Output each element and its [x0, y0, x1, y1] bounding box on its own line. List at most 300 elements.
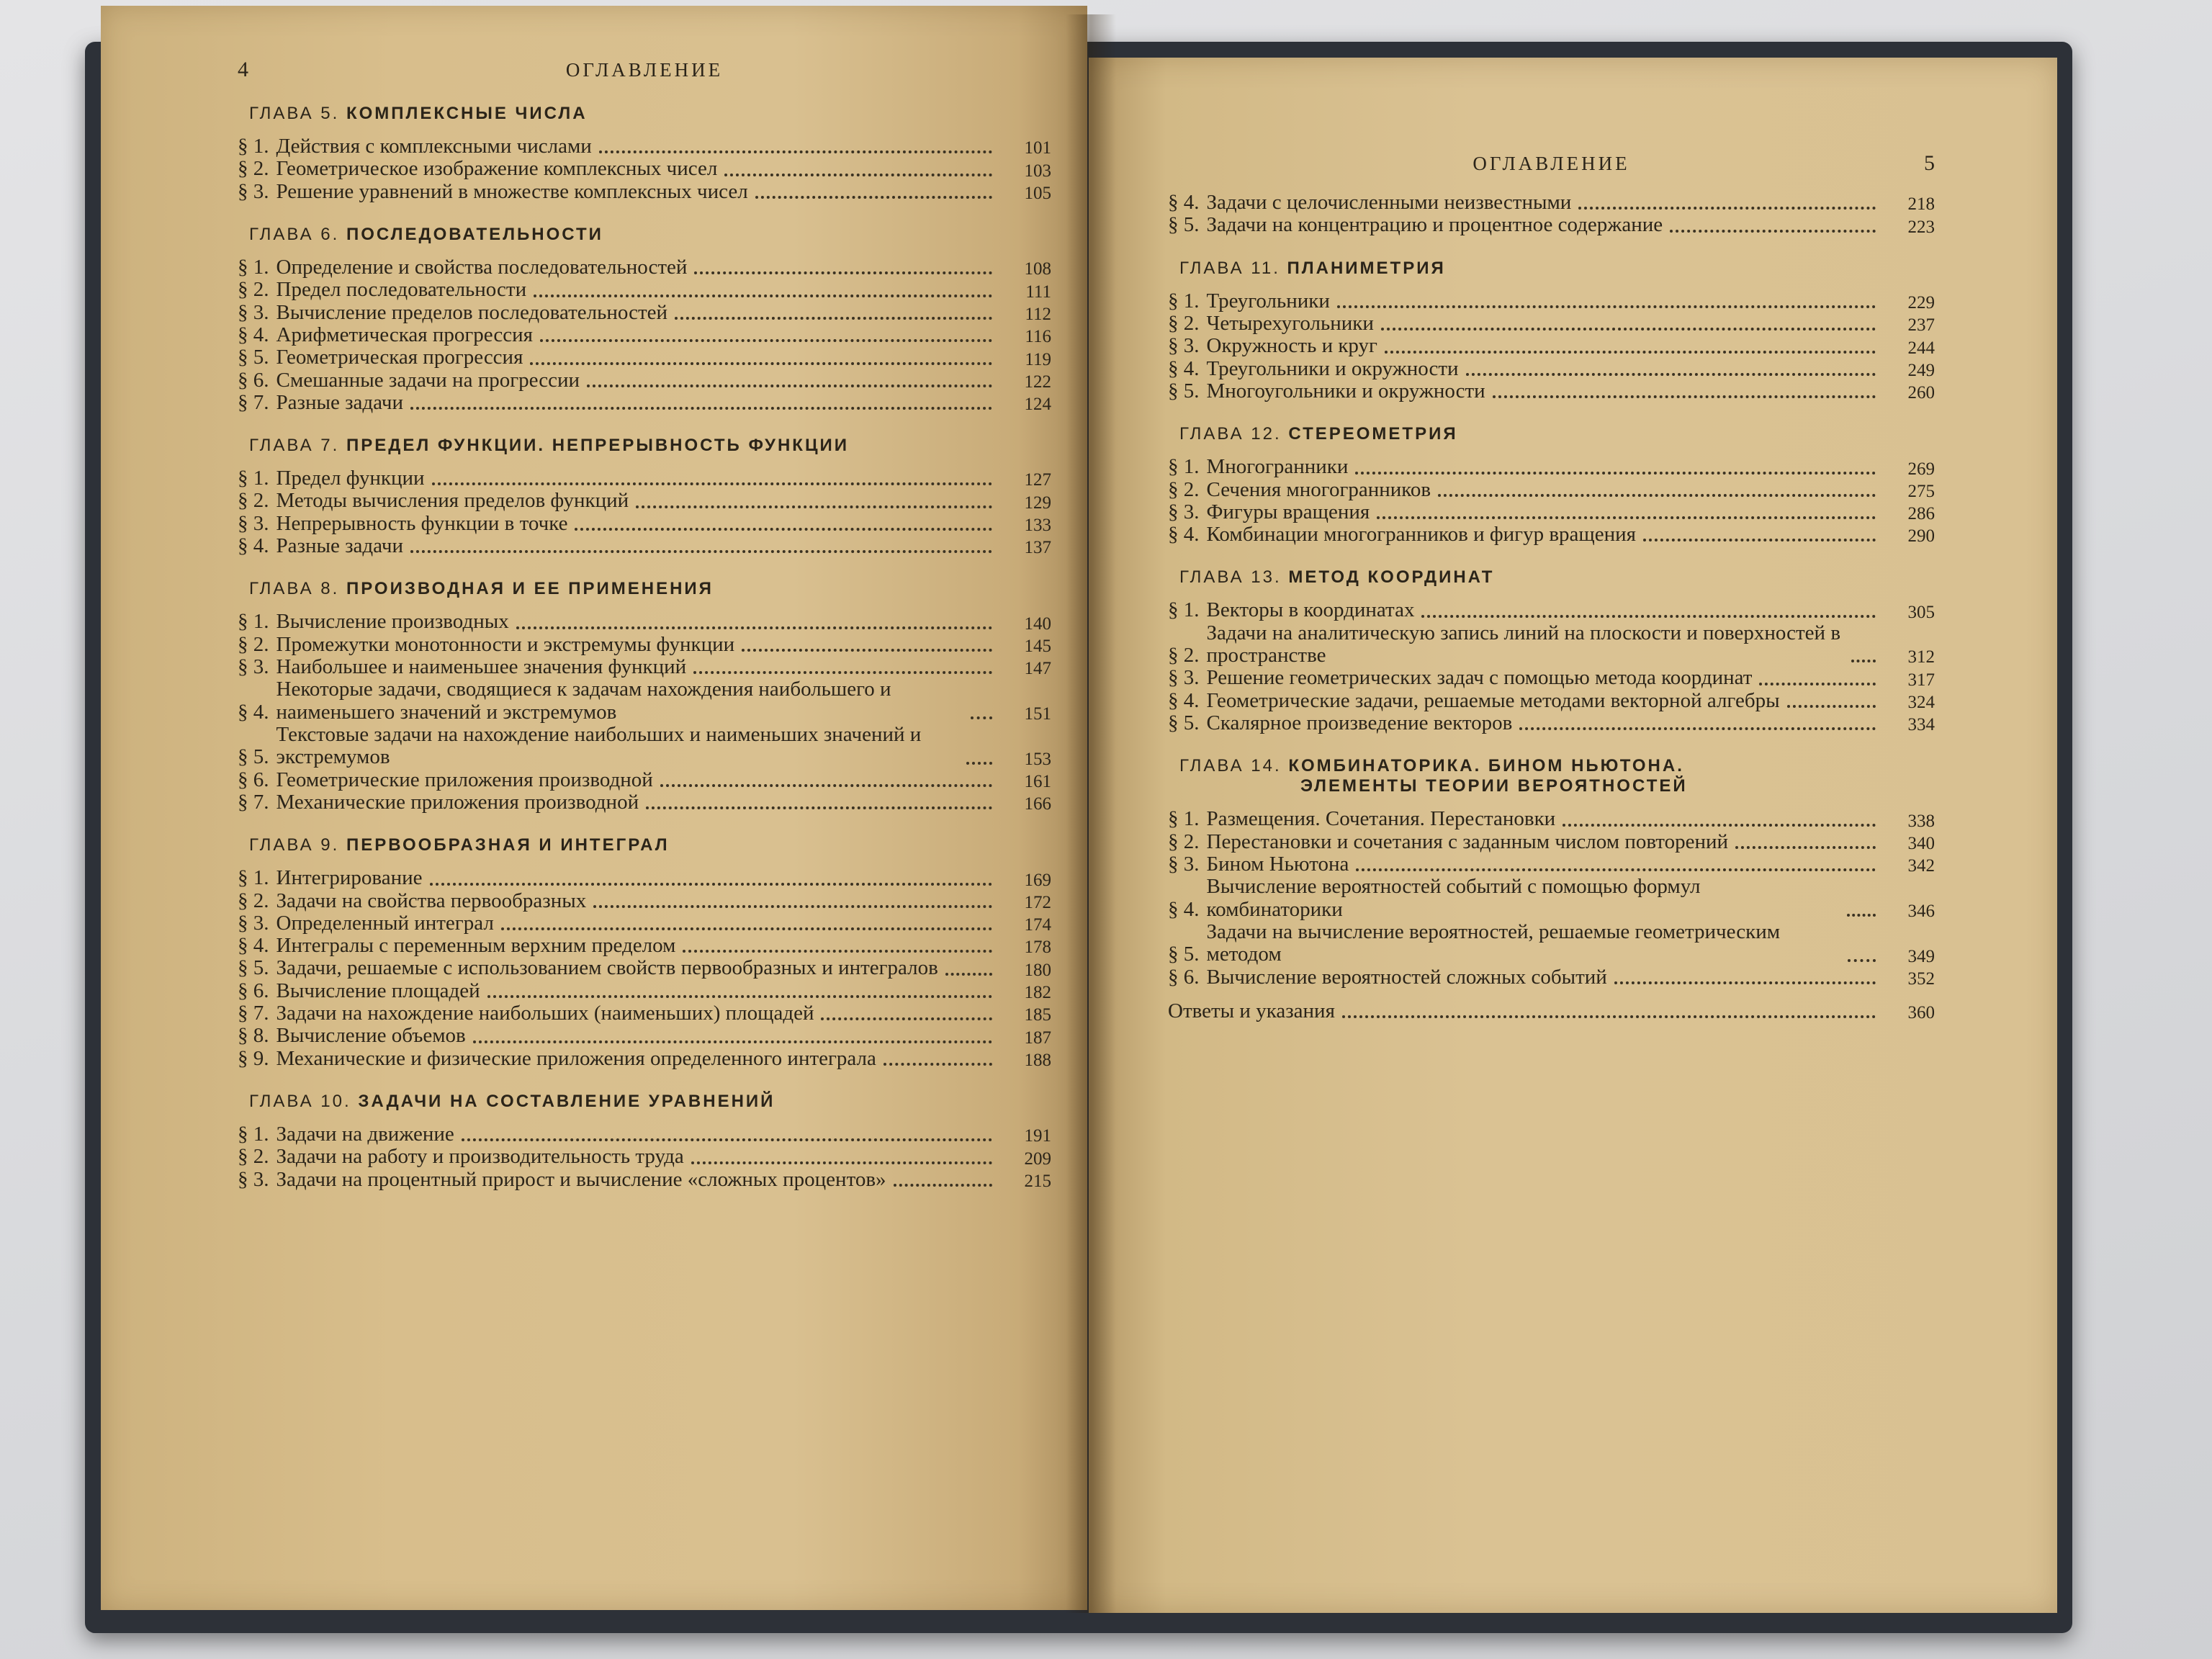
chapter-title: ПОСЛЕДОВАТЕЛЬНОСТИ: [346, 224, 603, 244]
leader-dots: [884, 1063, 992, 1066]
toc-entry: [1168, 667, 1935, 689]
leader-dots: [1563, 824, 1876, 827]
toc-entry: [238, 1169, 1051, 1191]
chapter-title: ПЕРВООБРАЗНАЯ И ИНТЕГРАЛ: [346, 835, 670, 855]
section-page: 352: [1907, 968, 1935, 989]
section-title-wrap: [1207, 380, 1884, 403]
leader-dots: [693, 671, 992, 674]
section-title-wrap: [276, 256, 1000, 279]
section-page: 101: [1024, 138, 1051, 158]
toc-entry: [1168, 523, 1935, 546]
left-running-head: [238, 58, 1051, 82]
section-page: 209: [1024, 1148, 1051, 1169]
section-title-wrap: [1207, 599, 1884, 621]
section-page: 111: [1025, 282, 1051, 302]
section-title: Геометрические приложения производной: [276, 768, 653, 791]
section-title: Разные задачи: [276, 390, 403, 414]
leader-dots: [1578, 207, 1876, 210]
toc-entry: [1168, 380, 1935, 403]
toc-entry: [238, 1123, 1051, 1146]
section-page: 249: [1907, 360, 1935, 380]
section-number: § 9.: [238, 1046, 269, 1070]
section-title: Методы вычисления пределов функций: [276, 489, 629, 513]
toc-entry: [1168, 501, 1935, 523]
section-title-wrap: [1207, 622, 1884, 667]
toc-entry: [1168, 808, 1935, 830]
section-title: Задачи на движение: [276, 1123, 454, 1146]
section-page: 140: [1024, 613, 1051, 634]
section-title-wrap: [276, 513, 1000, 535]
section-title-wrap: [276, 535, 1000, 557]
section-title-wrap: [276, 611, 1000, 633]
toc-entry: [1168, 214, 1935, 236]
toc-entry: [238, 1048, 1051, 1070]
toc-entry: [238, 678, 1051, 724]
section-page: 338: [1907, 811, 1935, 831]
section-title-wrap: [1207, 479, 1884, 501]
section-title: Перестановки и сочетания с заданным числом повторений: [1206, 830, 1729, 853]
leader-dots: [1385, 351, 1876, 354]
section-title-wrap: [1207, 921, 1884, 966]
section-page: 161: [1024, 771, 1051, 791]
section-title-wrap: [276, 392, 1000, 414]
section-title-wrap: [1207, 456, 1884, 478]
section-title-wrap: [1207, 853, 1884, 876]
toc-entry: [238, 957, 1051, 979]
section-title-wrap: [1207, 808, 1884, 830]
section-page: 346: [1907, 901, 1935, 921]
section-title-wrap: [276, 346, 1000, 369]
section-page: 153: [1024, 749, 1051, 769]
chapter-label: ГЛАВА 7.: [249, 436, 340, 456]
section-number: § 7.: [238, 790, 269, 814]
leader-dots: [1356, 868, 1876, 871]
leader-dots: [683, 950, 992, 953]
leader-dots: [462, 1138, 992, 1141]
section-number: § 1.: [238, 866, 269, 890]
section-title: Вычисление вероятностей сложных событий: [1206, 965, 1607, 989]
toc-entry: [238, 256, 1051, 279]
section-title-wrap: [276, 324, 1000, 346]
toc-entry: [238, 935, 1051, 957]
leader-dots: [660, 784, 992, 787]
section-page: 290: [1907, 526, 1935, 547]
section-number: § 7.: [238, 390, 269, 414]
section-title: Определенный интеграл: [276, 911, 494, 935]
section-title-wrap: [1207, 290, 1884, 313]
toc-entry: [1168, 853, 1935, 876]
section-number: § 8.: [238, 1024, 269, 1048]
right-page-number: 5: [1924, 151, 1935, 175]
section-title: Задачи на концентрацию и процентное содержание: [1206, 213, 1663, 237]
section-title: Многогранники: [1206, 455, 1349, 479]
section-title-wrap: [276, 302, 1000, 324]
section-page: 269: [1907, 459, 1935, 479]
section-title-wrap: [1207, 690, 1884, 712]
chapter-heading: [249, 225, 1051, 245]
section-title-wrap: [1207, 667, 1884, 689]
leader-dots: [1643, 539, 1876, 541]
section-page: 147: [1024, 659, 1051, 679]
chapter-title: ПРОИЗВОДНАЯ И ЕЕ ПРИМЕНЕНИЯ: [346, 579, 714, 599]
toc-entry: [1168, 456, 1935, 478]
toc-entry: [1168, 876, 1935, 921]
toc-entry: [1168, 622, 1935, 667]
section-title-wrap: [1207, 192, 1884, 214]
section-number: § 3.: [238, 655, 269, 678]
leader-dots: [432, 482, 992, 485]
section-title: Действия с комплексными числами: [276, 135, 592, 158]
section-title: Механические приложения производной: [276, 790, 639, 814]
section-title: Сечения многогранников: [1206, 477, 1431, 501]
leader-dots: [971, 716, 992, 719]
section-title-wrap: [1207, 523, 1884, 546]
section-number: § 4.: [238, 323, 269, 346]
section-page: 244: [1907, 338, 1935, 358]
section-title: Интегралы с переменным верхним пределом: [276, 934, 676, 958]
chapter-heading: [249, 579, 1051, 599]
section-title-wrap: [276, 678, 1000, 724]
section-number: § 5.: [1168, 943, 1200, 966]
right-continued-sections: [1168, 192, 1935, 237]
section-title: Вычисление площадей: [276, 979, 480, 1002]
section-page: 105: [1024, 183, 1051, 203]
section-number: § 4.: [1168, 356, 1200, 380]
leader-dots: [501, 927, 992, 930]
section-page: 218: [1907, 194, 1935, 215]
section-number: § 4.: [238, 934, 269, 958]
section-number: § 1.: [1168, 598, 1200, 622]
section-title-wrap: [276, 1025, 1000, 1047]
chapter-heading: [1179, 424, 1935, 444]
toc-entry: [1168, 479, 1935, 501]
chapter-label: ГЛАВА 12.: [1179, 424, 1282, 444]
answers-title-wrap: [1168, 1000, 1883, 1022]
section-page: 260: [1907, 383, 1935, 403]
section-title-wrap: [276, 369, 1000, 392]
section-title-wrap: [1207, 335, 1884, 357]
section-number: § 4.: [238, 700, 269, 724]
section-title: Задачи на аналитическую запись линий на плоскости и поверхностей в пространстве: [1206, 621, 1841, 667]
section-page: 237: [1907, 315, 1935, 336]
section-title-wrap: [276, 769, 1000, 791]
toc-entry: [238, 324, 1051, 346]
section-number: § 4.: [1168, 688, 1200, 712]
section-number: § 4.: [238, 534, 269, 558]
leader-dots: [1519, 727, 1876, 730]
section-page: 133: [1024, 516, 1051, 536]
leader-dots: [1377, 516, 1876, 519]
toc-entry: [1168, 358, 1935, 380]
leader-dots: [473, 1040, 992, 1043]
toc-entry: [238, 867, 1051, 889]
leader-dots: [1381, 328, 1876, 331]
section-page: 180: [1024, 960, 1051, 980]
section-title: Текстовые задачи на нахождение наибольших и наименьших значений и экстремумов: [276, 722, 922, 769]
section-title-wrap: [276, 724, 1000, 769]
section-title-wrap: [1207, 214, 1884, 236]
section-title-wrap: [276, 980, 1000, 1002]
section-page: 151: [1024, 703, 1051, 724]
chapter-heading: [249, 835, 1051, 855]
right-running-head: [1168, 151, 1935, 176]
chapter-label: ГЛАВА 8.: [249, 579, 340, 599]
section-page: 340: [1907, 833, 1935, 853]
section-page: 137: [1024, 538, 1051, 558]
leader-dots: [1466, 373, 1876, 376]
section-number: § 1.: [238, 610, 269, 634]
section-title: Некоторые задачи, сводящиеся к задачам нахождения наибольшего и наименьшего значений и экстремумов: [276, 678, 891, 724]
section-number: § 3.: [238, 179, 269, 203]
section-title-wrap: [276, 1169, 1000, 1191]
section-number: § 2.: [238, 632, 269, 656]
toc-entry: [238, 724, 1051, 769]
left-page-number: 4: [238, 58, 248, 81]
section-title: Решение уравнений в множестве комплексных чисел: [276, 179, 748, 203]
chapter-title: КОМПЛЕКСНЫЕ ЧИСЛА: [346, 104, 588, 123]
leader-dots: [755, 196, 992, 199]
toc-entry: [238, 656, 1051, 678]
section-title-wrap: [1207, 831, 1884, 853]
section-title: Смешанные задачи на прогрессии: [276, 368, 580, 392]
leader-dots: [540, 339, 992, 342]
section-title: Интегрирование: [276, 866, 423, 890]
right-page: [1089, 58, 2057, 1613]
leader-dots: [1735, 846, 1876, 849]
section-number: § 3.: [238, 911, 269, 935]
section-number: § 2.: [1168, 477, 1200, 501]
section-title: Вычисление вероятностей событий с помощью формул комбинаторики: [1206, 875, 1701, 921]
chapter-label: ГЛАВА 5.: [249, 104, 340, 123]
section-title-wrap: [276, 181, 1000, 203]
section-page: 174: [1024, 915, 1051, 935]
section-title-wrap: [1207, 501, 1884, 523]
section-title: Окружность и круг: [1206, 334, 1377, 358]
chapter-heading: [1179, 258, 1935, 279]
leader-dots: [1848, 959, 1876, 962]
section-number: § 5.: [238, 956, 269, 980]
toc-entry: [238, 513, 1051, 535]
leader-dots: [1787, 705, 1876, 708]
section-title: Размещения. Сочетания. Перестановки: [1206, 807, 1556, 831]
chapter-label: ГЛАВА 13.: [1179, 567, 1282, 588]
section-number: § 1.: [238, 255, 269, 279]
section-title-wrap: [276, 1048, 1000, 1070]
section-page: 191: [1024, 1126, 1051, 1146]
chapter-heading: [249, 436, 1051, 456]
section-title: Задачи, решаемые с использованием свойств первообразных и интегралов: [276, 956, 938, 980]
leader-dots: [593, 905, 992, 908]
section-page: 129: [1024, 493, 1051, 513]
leader-dots: [1670, 230, 1876, 233]
section-title-wrap: [276, 791, 1000, 814]
section-number: § 3.: [1168, 334, 1200, 358]
answers-title: Ответы и указания: [1168, 999, 1335, 1022]
toc-entry: [1168, 831, 1935, 853]
chapter-heading: [249, 1092, 1051, 1112]
toc-entry: [238, 467, 1051, 490]
section-title-wrap: [276, 1146, 1000, 1168]
section-page: 223: [1907, 217, 1935, 237]
section-title: Геометрическая прогрессия: [276, 346, 523, 369]
leader-dots: [1614, 981, 1876, 984]
chapter-label: ГЛАВА 6.: [249, 224, 340, 244]
section-number: § 5.: [238, 745, 269, 769]
toc-entry: [238, 1146, 1051, 1168]
leader-dots: [534, 295, 992, 297]
leader-dots: [945, 973, 992, 976]
leader-dots: [966, 762, 992, 765]
section-number: § 4.: [1168, 191, 1200, 214]
toc-entry: [238, 279, 1051, 301]
section-title-wrap: [276, 467, 1000, 490]
answers-entry: [1168, 1000, 1935, 1022]
leader-dots: [742, 649, 992, 652]
section-page: 124: [1024, 395, 1051, 415]
section-title-wrap: [276, 490, 1000, 512]
section-title: Векторы в координатах: [1206, 598, 1415, 622]
chapter-title: СТЕРЕОМЕТРИЯ: [1288, 424, 1458, 444]
leader-dots: [636, 505, 992, 508]
section-title-wrap: [1207, 358, 1884, 380]
leader-dots: [1438, 494, 1876, 497]
section-page: 127: [1024, 470, 1051, 490]
toc-entry: [1168, 599, 1935, 621]
section-page: 188: [1024, 1051, 1051, 1070]
leader-dots: [430, 883, 992, 886]
section-title-wrap: [276, 935, 1000, 957]
chapter-heading: [1179, 567, 1935, 588]
section-number: § 3.: [238, 300, 269, 324]
leader-dots: [1759, 683, 1876, 685]
section-page: 349: [1907, 946, 1935, 966]
section-title: Предел функции: [276, 467, 425, 490]
toc-entry: [1168, 690, 1935, 712]
section-number: § 1.: [238, 135, 269, 158]
section-title-wrap: [1207, 313, 1884, 335]
section-number: § 6.: [238, 368, 269, 392]
section-page: 312: [1907, 647, 1935, 667]
section-title-wrap: [276, 135, 1000, 158]
leader-dots: [587, 385, 992, 387]
section-number: § 1.: [1168, 289, 1200, 313]
section-title-wrap: [276, 1002, 1000, 1025]
section-number: § 2.: [238, 157, 269, 181]
section-number: § 3.: [238, 1167, 269, 1191]
section-page: 317: [1907, 670, 1935, 690]
left-running-head-title: ОГЛАВЛЕНИЕ: [565, 59, 724, 81]
section-number: § 6.: [238, 768, 269, 791]
section-page: 122: [1024, 372, 1051, 392]
section-page: 103: [1024, 161, 1051, 181]
section-page: 334: [1907, 715, 1935, 735]
section-page: 215: [1024, 1171, 1051, 1191]
left-toc: [238, 104, 1051, 1191]
section-page: 119: [1025, 349, 1051, 369]
section-title: Разные задачи: [276, 534, 403, 558]
section-number: § 3.: [238, 511, 269, 535]
section-title-wrap: [1207, 966, 1884, 989]
leader-dots: [1847, 914, 1876, 917]
section-page: 187: [1024, 1028, 1051, 1048]
toc-entry: [238, 634, 1051, 656]
section-number: § 4.: [1168, 523, 1200, 547]
section-title: Вычисление производных: [276, 610, 509, 634]
toc-entry: [1168, 712, 1935, 734]
chapter-label: ГЛАВА 9.: [249, 835, 340, 855]
toc-entry: [1168, 290, 1935, 313]
toc-entry: [238, 890, 1051, 912]
section-title: Арифметическая прогрессия: [276, 323, 533, 346]
section-title-wrap: [276, 890, 1000, 912]
section-title-wrap: [276, 279, 1000, 301]
toc-entry: [238, 392, 1051, 414]
right-toc: [1168, 258, 1935, 989]
toc-entry: [1168, 921, 1935, 966]
toc-entry: [238, 369, 1051, 392]
section-title: Механические и физические приложения определенного интеграла: [276, 1046, 876, 1070]
toc-entry: [238, 791, 1051, 814]
section-title: Наибольшее и наименьшее значения функций: [276, 655, 687, 678]
leader-dots: [516, 626, 992, 629]
toc-entry: [1168, 966, 1935, 989]
section-page: 324: [1907, 693, 1935, 712]
toc-entry: [1168, 192, 1935, 214]
chapter-label: ГЛАВА 11.: [1179, 258, 1280, 278]
section-number: § 3.: [1168, 666, 1200, 690]
leader-dots: [1493, 395, 1876, 398]
section-page: 286: [1907, 504, 1935, 524]
section-number: § 2.: [1168, 644, 1200, 667]
leader-dots: [410, 407, 992, 410]
chapter-label: ГЛАВА 10.: [249, 1092, 351, 1111]
leader-dots: [646, 806, 992, 809]
section-title: Вычисление пределов последовательностей: [276, 300, 668, 324]
section-page: 166: [1024, 794, 1051, 814]
leader-dots: [821, 1017, 992, 1020]
leader-dots: [1355, 472, 1876, 475]
left-page: [101, 6, 1087, 1610]
section-title: Решение геометрических задач с помощью метода координат: [1206, 666, 1753, 690]
toc-entry: [1168, 335, 1935, 357]
section-title: Задачи на свойства первообразных: [276, 889, 587, 912]
section-title-wrap: [276, 912, 1000, 935]
chapter-title: ПРЕДЕЛ ФУНКЦИИ. НЕПРЕРЫВНОСТЬ ФУНКЦИИ: [346, 436, 849, 456]
chapter-heading: [249, 104, 1051, 124]
section-title: Непрерывность функции в точке: [276, 511, 568, 535]
leader-dots: [694, 271, 992, 274]
section-title: Фигуры вращения: [1206, 500, 1370, 523]
leader-dots: [599, 150, 992, 153]
chapter-heading: [1179, 756, 1935, 796]
section-page: 229: [1907, 292, 1935, 313]
toc-entry: [238, 302, 1051, 324]
chapter-title: МЕТОД КООРДИНАТ: [1288, 567, 1495, 588]
section-page: 305: [1907, 602, 1935, 622]
section-title: Промежутки монотонности и экстремумы функции: [276, 632, 735, 656]
toc-entry: [238, 769, 1051, 791]
leader-dots: [691, 1161, 992, 1164]
section-page: 185: [1024, 1005, 1051, 1025]
section-title-wrap: [276, 957, 1000, 979]
toc-entry: [238, 611, 1051, 633]
section-number: § 2.: [238, 1145, 269, 1169]
section-number: § 2.: [238, 889, 269, 912]
section-title: Предел последовательности: [276, 278, 527, 302]
section-number: § 5.: [1168, 213, 1200, 237]
section-number: § 1.: [238, 1123, 269, 1146]
chapter-title: ЗАДАЧИ НА СОСТАВЛЕНИЕ УРАВНЕНИЙ: [358, 1092, 775, 1111]
